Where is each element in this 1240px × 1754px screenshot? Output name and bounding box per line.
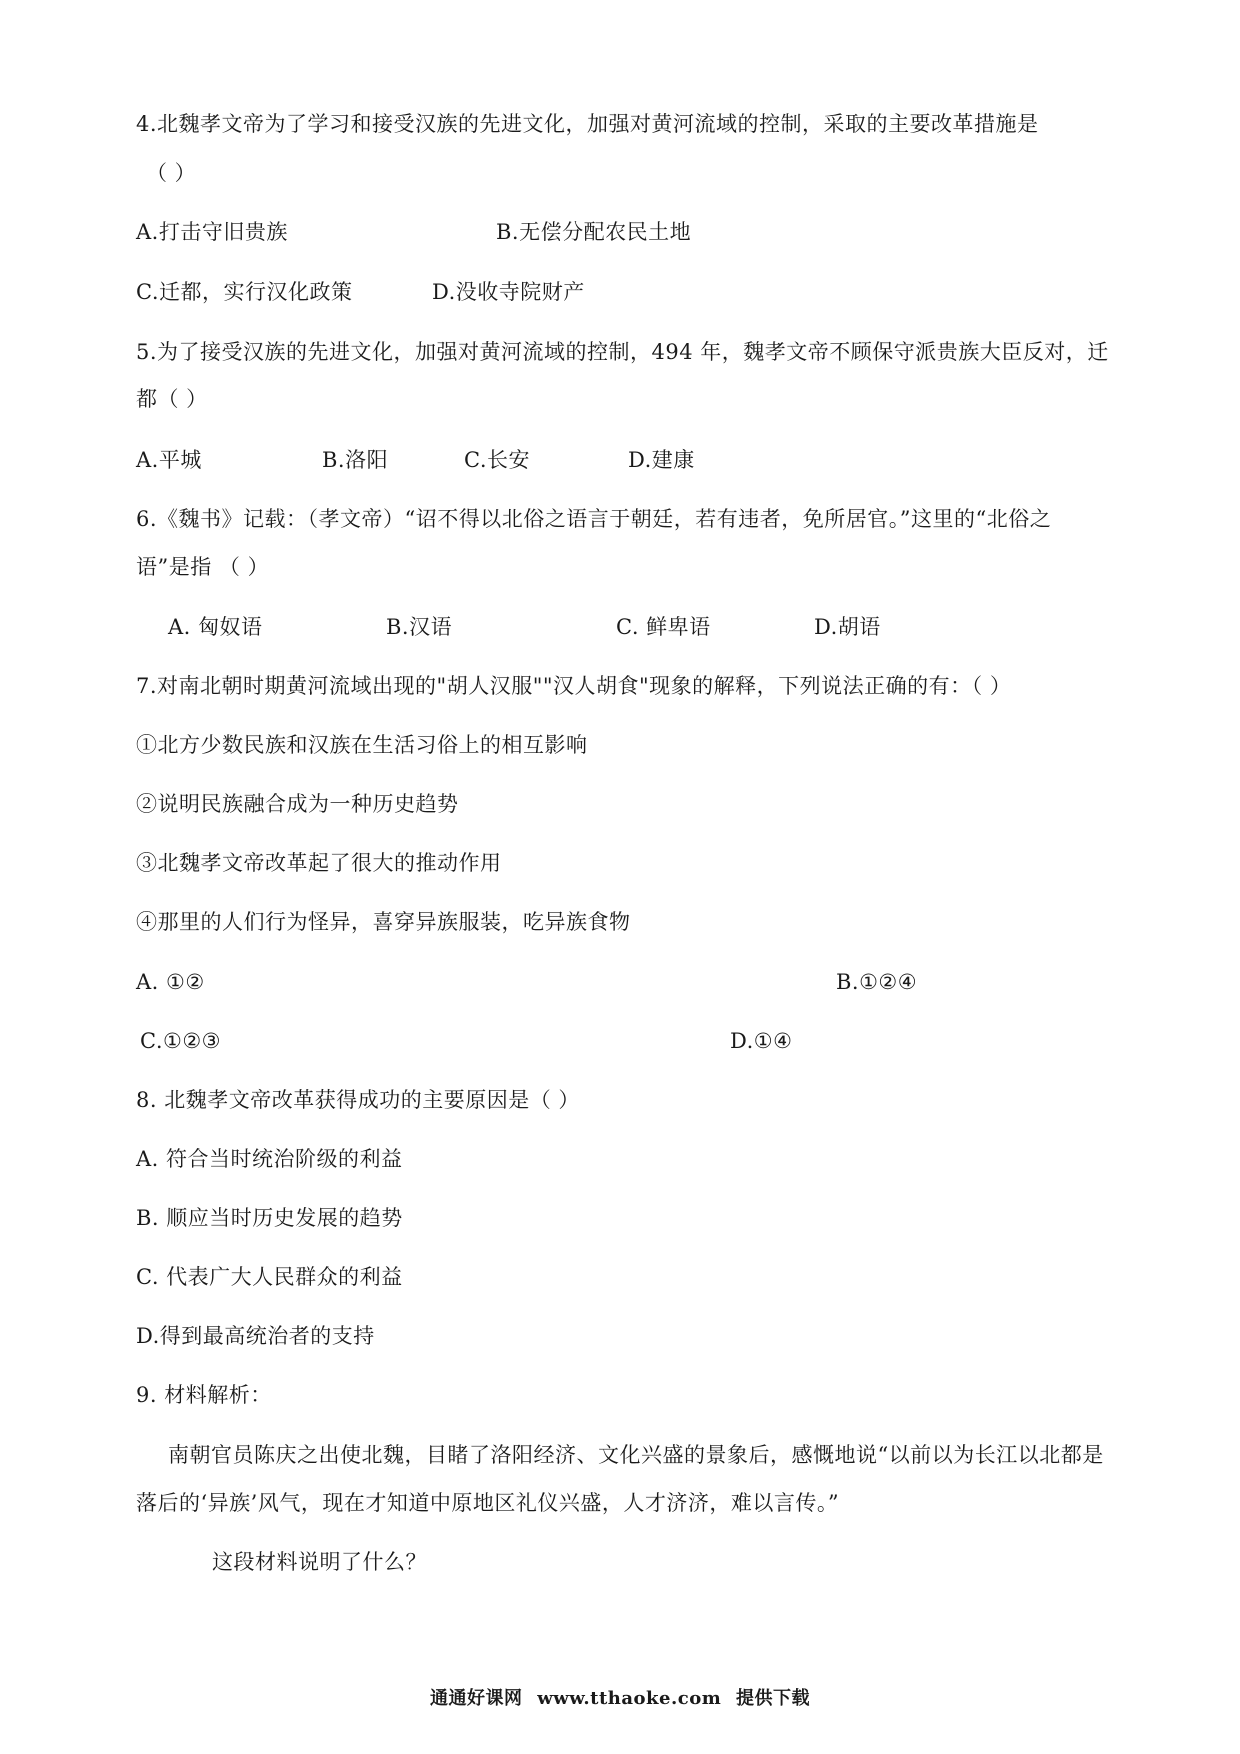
q5-option-a: A.平城 xyxy=(136,448,202,472)
q4-option-a: A.打击守旧贵族 xyxy=(136,220,288,244)
q6-stem-cont: 语”是指 （ ） xyxy=(136,555,270,579)
q7-option-c: C.①②③ xyxy=(140,1029,221,1053)
q5-stem-cont: 都（ ） xyxy=(136,387,208,411)
q9-stem: 9. 材料解析： xyxy=(136,1383,272,1407)
q4-blank: （ ） xyxy=(146,161,197,185)
q6-stem: 6.《魏书》记载：（孝文帝）“诏不得以北俗之语言于朝廷，若有违者，免所居官。”这里的“北俗之 xyxy=(136,507,1052,531)
q8-option-d: D.得到最高统治者的支持 xyxy=(136,1324,375,1348)
q7-item-2: ②说明民族融合成为一种历史趋势 xyxy=(136,792,459,816)
q9-material-line-2: 落后的‘异族’风气，现在才知道中原地区礼仪兴盛，人才济济，难以言传。” xyxy=(136,1491,840,1515)
q7-item-1: ①北方少数民族和汉族在生活习俗上的相互影响 xyxy=(136,733,588,757)
q5-stem: 5.为了接受汉族的先进文化，加强对黄河流域的控制，494 年，魏孝文帝不顾保守派贵族大臣反对，迁 xyxy=(136,340,1109,364)
q6-option-a: A. 匈奴语 xyxy=(168,615,263,639)
q4-option-b: B.无偿分配农民土地 xyxy=(496,220,692,244)
q5-option-d: D.建康 xyxy=(628,448,695,472)
q8-option-b: B. 顺应当时历史发展的趋势 xyxy=(136,1206,403,1230)
q6-option-d: D.胡语 xyxy=(814,615,881,639)
q7-option-d: D.①④ xyxy=(730,1029,793,1053)
q7-option-a: A. ①② xyxy=(136,970,205,994)
q5-option-b: B.洛阳 xyxy=(322,448,389,472)
footer-tagline: 提供下载 xyxy=(736,1688,811,1709)
q8-option-a: A. 符合当时统治阶级的利益 xyxy=(136,1147,403,1171)
q5-option-c: C.长安 xyxy=(464,448,530,472)
q7-option-b: B.①②④ xyxy=(836,970,918,994)
q4-option-c: C.迁都，实行汉化政策 xyxy=(136,280,353,304)
q8-stem: 8. 北魏孝文帝改革获得成功的主要原因是（ ） xyxy=(136,1088,580,1112)
q7-stem: 7.对南北朝时期黄河流域出现的"胡人汉服""汉人胡食"现象的解释，下列说法正确的有：（ ） xyxy=(136,674,1012,698)
q4-stem: 4.北魏孝文帝为了学习和接受汉族的先进文化，加强对黄河流域的控制，采取的主要改革措施是 xyxy=(136,112,1039,136)
q4-option-d: D.没收寺院财产 xyxy=(432,280,585,304)
q6-option-b: B.汉语 xyxy=(386,615,453,639)
footer-url[interactable]: www.tthaoke.com xyxy=(537,1688,722,1709)
q8-option-c: C. 代表广大人民群众的利益 xyxy=(136,1265,403,1289)
footer-site-name: 通通好课网 xyxy=(429,1688,523,1709)
page-footer xyxy=(0,1687,1240,1711)
q6-option-c: C. 鲜卑语 xyxy=(616,615,711,639)
q7-item-3: ③北魏孝文帝改革起了很大的推动作用 xyxy=(136,851,502,875)
q9-prompt: 这段材料说明了什么？ xyxy=(212,1550,427,1574)
q7-item-4: ④那里的人们行为怪异，喜穿异族服装，吃异族食物 xyxy=(136,910,631,934)
q9-material-line-1: 南朝官员陈庆之出使北魏，目睹了洛阳经济、文化兴盛的景象后，感慨地说“以前以为长江以北都是 xyxy=(168,1443,1104,1467)
